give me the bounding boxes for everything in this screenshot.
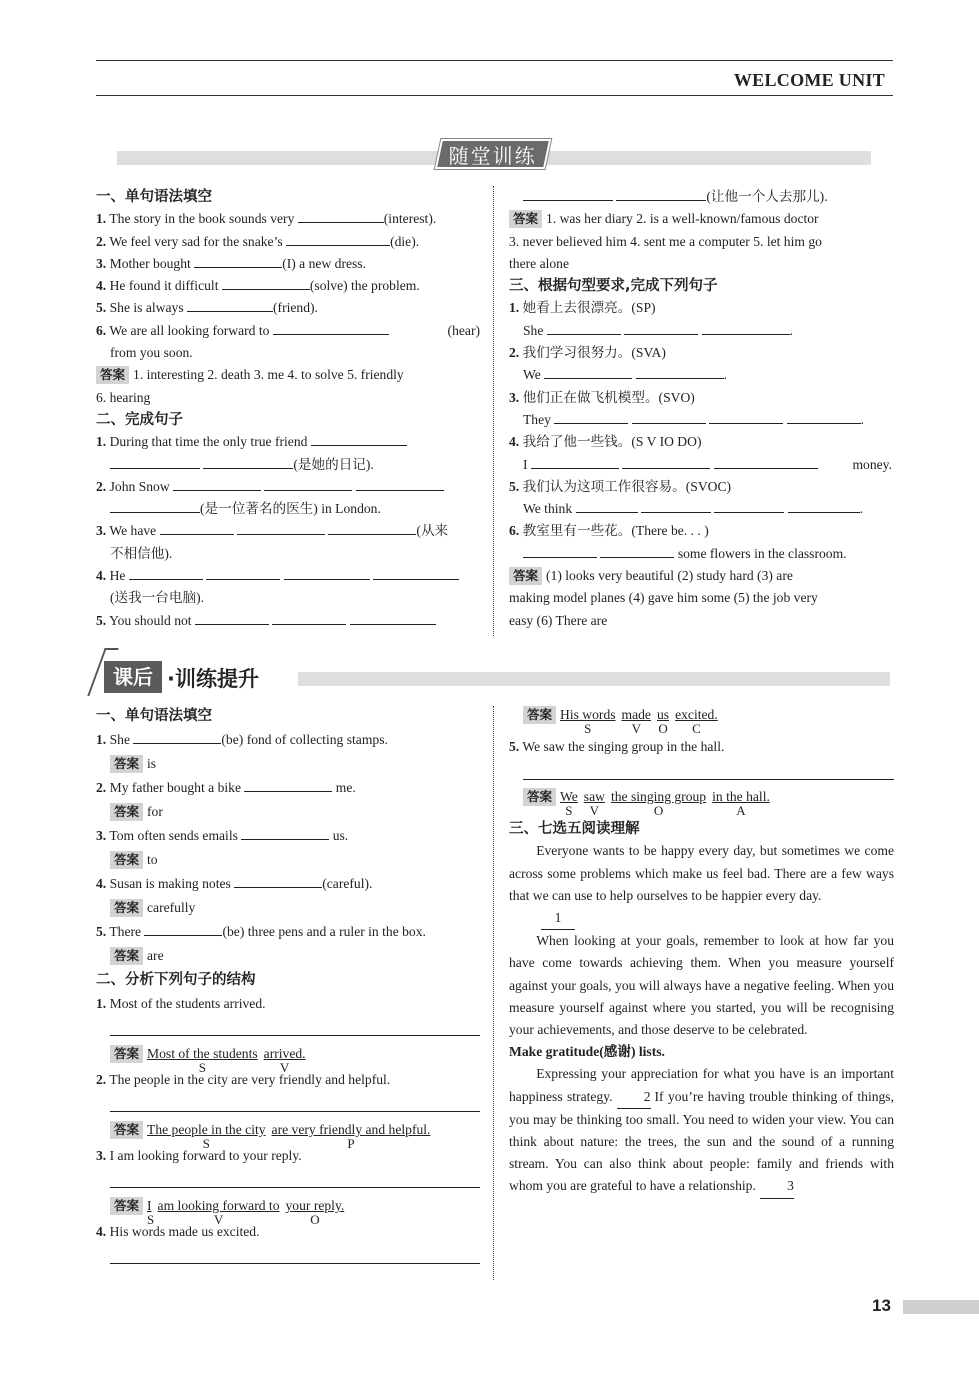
question: 1. 她看上去很漂亮。(SP)	[509, 300, 656, 316]
header-bottom-rule	[96, 95, 893, 96]
answer-blank[interactable]	[234, 874, 322, 888]
answer-label: 答案	[110, 1045, 143, 1063]
unit-title: WELCOME UNIT	[733, 70, 885, 90]
question: 1. Most of the students arrived.	[96, 996, 266, 1011]
section-banner-tag	[435, 139, 551, 169]
sec-title: 一、单句语法填空	[96, 708, 212, 724]
answer-blank[interactable]	[173, 477, 261, 491]
left-column-top: 一、单句语法填空 1. The story in the book sounds very (interest). 2. We feel very sad for the snake’s (die). 3. Mother bought (I) a new dress. 4. He found it difficult (solve) the problem. 5. She is always (friend). 6. We are all looking forward to (hear) from you soon. 答案 1. interesting 2. death 3. me 4. to solve 5. friendly 6. hearing 二、完成句子 1. During that time the only true friend (是她的日记). 2. John Snow (是一位著名的医生) in London. 3. We have (从来 不相信他). 4. He (送我一台电脑). 5. You should not	[96, 186, 480, 632]
header-top-rule	[96, 60, 893, 61]
question: 4. He	[96, 565, 480, 587]
answer-blank[interactable]	[531, 455, 619, 469]
answer-blank[interactable]	[298, 209, 384, 223]
answer-blank[interactable]	[203, 455, 293, 469]
question: 3. Mother bought (I) a new dress.	[96, 255, 366, 271]
answer-blank[interactable]	[241, 826, 329, 840]
page-number-bar	[903, 1300, 979, 1314]
question: 4. Susan is making notes (careful).	[96, 876, 373, 891]
answer-blank[interactable]	[547, 321, 621, 335]
answer-line[interactable]	[110, 1244, 480, 1264]
cloze-blank[interactable]: 2	[617, 1086, 651, 1109]
answer-blank[interactable]	[133, 730, 221, 744]
answer-label: 答案	[110, 899, 143, 917]
question: 5. There (be) three pens and a ruler in the box.	[96, 924, 426, 939]
answer-blank[interactable]	[636, 365, 724, 379]
question: 3. I am looking forward to your reply.	[96, 1148, 302, 1163]
answer-blank[interactable]	[129, 566, 203, 580]
answer-blank[interactable]	[187, 298, 273, 312]
answer-label: 答案	[110, 1121, 143, 1139]
column-divider	[493, 706, 494, 1280]
answer-blank[interactable]	[600, 544, 674, 558]
page-number: 13	[872, 1296, 891, 1315]
answer-blank[interactable]	[702, 321, 790, 335]
question: 3. We have (从来	[96, 523, 449, 539]
answer-line[interactable]	[523, 758, 894, 780]
answer-blank[interactable]	[284, 566, 370, 580]
answer-label: 答案	[96, 366, 129, 384]
cloze-blank[interactable]: 1	[541, 907, 575, 930]
answer-blank[interactable]	[714, 499, 784, 513]
question: 1. The story in the book sounds very (interest).	[96, 211, 437, 227]
question: 5. We saw the singing group in the hall.	[509, 739, 725, 754]
passage-heading: Make gratitude(感谢) lists.	[509, 1044, 665, 1060]
answer-blank[interactable]	[311, 432, 407, 446]
question: 1. During that time the only true friend	[96, 431, 480, 453]
answer-line[interactable]	[110, 1092, 480, 1112]
answer-label: 答案	[509, 567, 542, 585]
answer-blank[interactable]	[632, 410, 706, 424]
question: 3. 他们正在做飞机模型。(SVO)	[509, 389, 695, 405]
structure-answer: 答案 Most of the students S arrived. V	[110, 1042, 480, 1074]
question: 6. 教室里有一些花。(There be. . . )	[509, 523, 709, 539]
answer-blank[interactable]	[523, 187, 613, 201]
answer-blank[interactable]	[523, 544, 597, 558]
answer-blank[interactable]	[194, 254, 282, 268]
right-column-top: (让他一个人去那儿). 答案 1. was her diary 2. is a well-known/famous doctor 3. never believed him 4. sent me a computer 5. let him go there alone 三、根据句型要求,完成下列句子 1. 她看上去很漂亮。(SP) She . 2. 我们学习很努力。(SVA) We . 3. 他们正在做飞机模型。(SVO) They . 4. 我给了他一些钱。(S V IO DO) I money. 5. 我们认为这项工作很容易。(SVOC) We think . 6. 教室里有一些花。(There be. . . ) some flowers in the classroom. 答案 (1) looks very beautiful (2) study hard (3) are making model planes (4) gave him some (5) the job very easy (6) There are	[509, 189, 892, 628]
structure-answer: 答案 We S saw V the singing group O in the hall. A	[523, 786, 894, 818]
answer-blank[interactable]	[273, 321, 389, 335]
answer-blank[interactable]	[622, 455, 710, 469]
answer-blank[interactable]	[286, 232, 390, 246]
passage-paragraph: Expressing your appreciation for what you have is an important happiness strategy. 2 If you’re having trouble thinking of things, you may be thinking too small. You need to widen your view. You can think about nature: the trees, the sun and the sound of a running stream. You can also think about people: family and friends with whom you are grateful to have a relationship. 3	[509, 1063, 894, 1198]
passage-paragraph: When looking at your goals, remember to look at how far you have come towards achieving them. When you measure yourself against your goals, you will always have a negative feeling. When you measure yourself against where you started, you will be recognising your achievements, and those deserve to be celebrated.	[509, 933, 894, 1038]
section2-banner-bar	[298, 672, 890, 686]
answer-blank[interactable]	[110, 455, 200, 469]
answer-blank[interactable]	[350, 611, 436, 625]
answer-row: 答案 1. was her diary 2. is a well-known/famous doctor	[509, 208, 894, 230]
question: 5. You should not	[96, 610, 480, 632]
answer-blank[interactable]	[195, 611, 269, 625]
answer-label: 答案	[110, 947, 143, 965]
answer-blank[interactable]	[641, 499, 711, 513]
question: 1. She (be) fond of collecting stamps.	[96, 732, 388, 747]
question: 3. Tom often sends emails us.	[96, 828, 349, 843]
question: 4. His words made us excited.	[96, 1224, 260, 1239]
answer-blank[interactable]	[788, 499, 860, 513]
answer-blank[interactable]	[709, 410, 783, 424]
question: 4. 我给了他一些钱。(S V IO DO)	[509, 434, 702, 450]
answer-blank[interactable]	[576, 499, 638, 513]
answer-label: 答案	[110, 755, 143, 773]
answer-blank[interactable]	[110, 499, 200, 513]
answer-label: 答案	[110, 1197, 143, 1215]
structure-answer: 答案 His words S made V us O excited. C	[523, 704, 894, 736]
left-column-bottom: 一、单句语法填空 1. She (be) fond of collecting stamps. 答案 is 2. My father bought a bike me. 答案 for 3. Tom often sends emails us. 答案 to 4. Susan is making notes (careful). 答案 carefully 5. There (be) three pens and a ruler in the box. 答案 are 二、分析下列句子的结构 1. Most of the students arrived. 答案 Most of the students S arrived. V 2. The people in the city are very friendly and helpful. 答案 The people in the city S are very friendly and helpful. P 3. I am looking forward to your reply. 答案 I S am looking forward to V your reply. O 4. His words made us excited.	[96, 704, 480, 1264]
answer-blank[interactable]	[373, 566, 459, 580]
answer-blank[interactable]	[222, 276, 310, 290]
passage-paragraph: Everyone wants to be happy every day, but sometimes we come across some problems which make us feel bad. There are a few ways that we can use to help ourselves to be happier every day.	[509, 843, 894, 903]
structure-answer: 答案 I S am looking forward to V your reply. O	[110, 1194, 480, 1226]
sec-title: 二、分析下列句子的结构	[96, 972, 256, 988]
answer-blank[interactable]	[206, 566, 280, 580]
sec-title: 二、完成句子	[96, 411, 183, 428]
column-divider	[493, 186, 494, 636]
answer-blank[interactable]	[160, 521, 234, 535]
question: 2. The people in the city are very friendly and helpful.	[96, 1072, 391, 1087]
answer-blank[interactable]	[244, 778, 332, 792]
answer-label: 答案	[523, 788, 556, 806]
answer-line[interactable]	[110, 1016, 480, 1036]
answer-label: 答案	[509, 210, 542, 228]
structure-answer: 答案 The people in the city S are very friendly and helpful. P	[110, 1118, 480, 1150]
question: 5. She is always (friend).	[96, 300, 318, 316]
answer-line[interactable]	[110, 1168, 480, 1188]
answer-blank[interactable]	[787, 410, 861, 424]
answer-blank[interactable]	[328, 521, 416, 535]
question: 5. 我们认为这项工作很容易。(SVOC)	[509, 478, 732, 494]
sec-title: 一、单句语法填空	[96, 189, 212, 205]
question: 2. My father bought a bike me.	[96, 780, 356, 795]
sec-title: 三、根据句型要求,完成下列句子	[509, 278, 718, 295]
answer-label: 答案	[110, 803, 143, 821]
answer-blank[interactable]	[237, 521, 325, 535]
question: 2. We feel very sad for the snake’s (die).	[96, 233, 420, 249]
answer-row: 答案 (1) looks very beautiful (2) study hard (3) are	[509, 565, 894, 587]
question: 2. John Snow	[96, 476, 480, 498]
question: 4. He found it difficult (solve) the problem.	[96, 278, 420, 294]
answer-blank[interactable]	[264, 477, 352, 491]
right-column-bottom	[509, 704, 894, 1199]
answer-blank[interactable]	[544, 365, 632, 379]
answer-label: 答案	[110, 851, 143, 869]
section2-title: ·训练提升	[167, 667, 259, 691]
sec-title: 三、七选五阅读理解	[509, 821, 640, 838]
question: 2. 我们学习很努力。(SVA)	[509, 345, 666, 361]
answer-blank[interactable]	[356, 477, 444, 491]
answer-blank[interactable]	[554, 410, 628, 424]
section2-tag: 课后	[104, 661, 162, 693]
question: 6. We are all looking forward to (hear)	[96, 322, 480, 338]
answer-blank[interactable]	[616, 187, 706, 201]
answer-row: 答案 1. interesting 2. death 3. me 4. to solve 5. friendly	[96, 364, 480, 386]
answer-blank[interactable]	[144, 922, 222, 936]
cloze-blank[interactable]: 3	[760, 1175, 794, 1198]
answer-blank[interactable]	[624, 321, 698, 335]
answer-label: 答案	[523, 706, 556, 724]
answer-blank[interactable]	[714, 455, 818, 469]
answer-blank[interactable]	[272, 611, 346, 625]
section-title: 随堂训练	[448, 144, 537, 168]
